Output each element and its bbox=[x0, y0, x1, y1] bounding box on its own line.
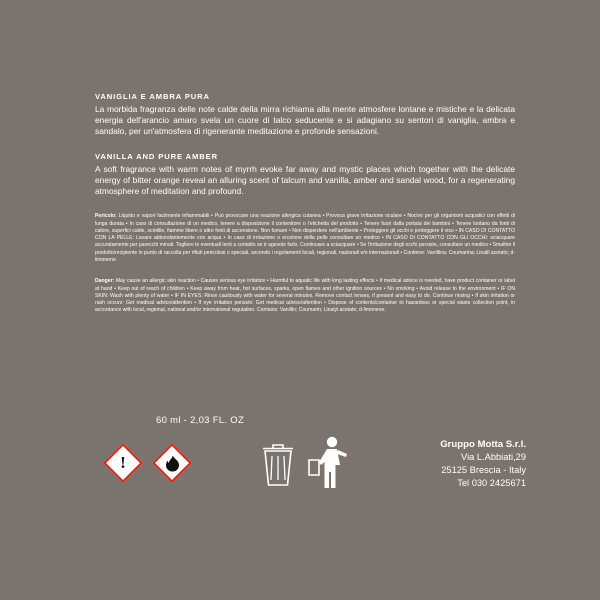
italian-hazard-heading: Pericolo: bbox=[95, 213, 117, 220]
company-address-line1: Via L.Abbiati,29 bbox=[461, 452, 526, 462]
company-name: Gruppo Motta S.r.l. bbox=[440, 439, 526, 450]
english-hazard-text: May cause an allergic skin reaction • Causes serious eye irritation • Harmful to aquatic life with long lasting effects • If medical advice is needed, have product container or label at hand • Keep out of reach of children • Keep away from heat, hot surfaces, sparks, open flames and other ignition sources • No smoking • Avoid release to the environment • IF ON SKIN: Wash with plenty of water • IF IN EYES: Rinse cautiously with water for several minutes. Remove contact lenses, if present and easy to do. Continue rinsing • If skin irritation or rash occurs: Get medical advice/attention • If eye irritation persists: Get medical advice/attention • Dispose of contents/container to hazardous or special waste collection point, in accordance with local, regional, national and/or international regulation. Contains: Vanillin; Coumarin; Linalyl acetate; d-limonene. bbox=[95, 278, 515, 314]
volume-text: 60 ml - 2,03 FL. OZ bbox=[156, 415, 245, 426]
italian-body: La morbida fragranza delle note calde della mirra richiama alla mente atmosfere lontane e mistiche e la delicata energia dell'arancio amaro svela un cuore di talco seducente e si adagiano su sentori di vaniglia, ambra e sandalo, per un'atmosfera di rigenerante meditazione e profonde sensazioni. bbox=[95, 104, 515, 137]
italian-hazard-text: Liquido e vapori facilmente infiammabili • Può provocare una reazione allergica cutanea • Provoca grave irritazione oculare • Nocivo per gli organismi acquatici con effetti di lunga durata • In caso di consultazione di un medico, tenere a disposizione il contenitore o l'etichetta del prodotto • Tenere fuori dalla portata dei bambini • Tenere lontano da fonti di calore, superfici calde, scintille, fiamme libere o altre fonti di accensione. Non fumare • Non disperdere nell'ambiente • Proteggere gli occhi e proteggere il viso • IN CASO DI CONTATTO CON LA PELLE: Lavare abbondantemente con acqua • In caso di irritazione o eruzione della pelle consultare un medico • IN CASO DI CONTATTO CON GLI OCCHI: sciacquare accuratamente per parecchi minuti. Togliere le eventuali lenti a contatto se è agevole farlo. Continuare a sciacquare • Se l'irritazione degli occhi persiste, consultare un medico • Smaltire il prodotto/recipiente in punto di raccolta per rifiuti pericolosi o speciali, secondo i regolamenti locali, regionali, nazionali e/o internazionali • Contiene: Vanillina; Coumarina; Linalil acetato; d-limonene. bbox=[95, 213, 515, 263]
italian-hazard-statement bbox=[95, 213, 515, 264]
english-description-block bbox=[95, 152, 515, 198]
company-phone: Tel 030 2425671 bbox=[457, 478, 526, 488]
company-address-line2: 25125 Brescia - Italy bbox=[441, 465, 526, 475]
exclamation-mark-pictogram bbox=[103, 443, 143, 483]
label-text-content bbox=[95, 92, 515, 329]
english-body: A soft fragrance with warm notes of myrrh evoke far away and mystic places which together with the delicate energy of bitter orange reveal an alluring scent of talcum and vanilla, amber and sandal wood, for a regenerating atmosphere of meditation and profound. bbox=[95, 163, 515, 197]
hazard-pictograms bbox=[103, 443, 192, 483]
english-title: VANILLA AND PURE AMBER bbox=[95, 151, 219, 161]
english-hazard-statement bbox=[95, 278, 515, 314]
tidy-man-icon bbox=[305, 434, 355, 490]
flame-icon bbox=[152, 443, 192, 483]
flammable-pictogram bbox=[152, 443, 192, 483]
company-info bbox=[440, 438, 526, 490]
italian-description-block bbox=[95, 92, 515, 138]
waste-bin-icon bbox=[256, 440, 300, 488]
italian-title: VANIGLIA E AMBRA PURA bbox=[95, 92, 210, 101]
english-hazard-heading: Danger: bbox=[95, 278, 115, 285]
exclamation-icon: ! bbox=[120, 453, 126, 472]
